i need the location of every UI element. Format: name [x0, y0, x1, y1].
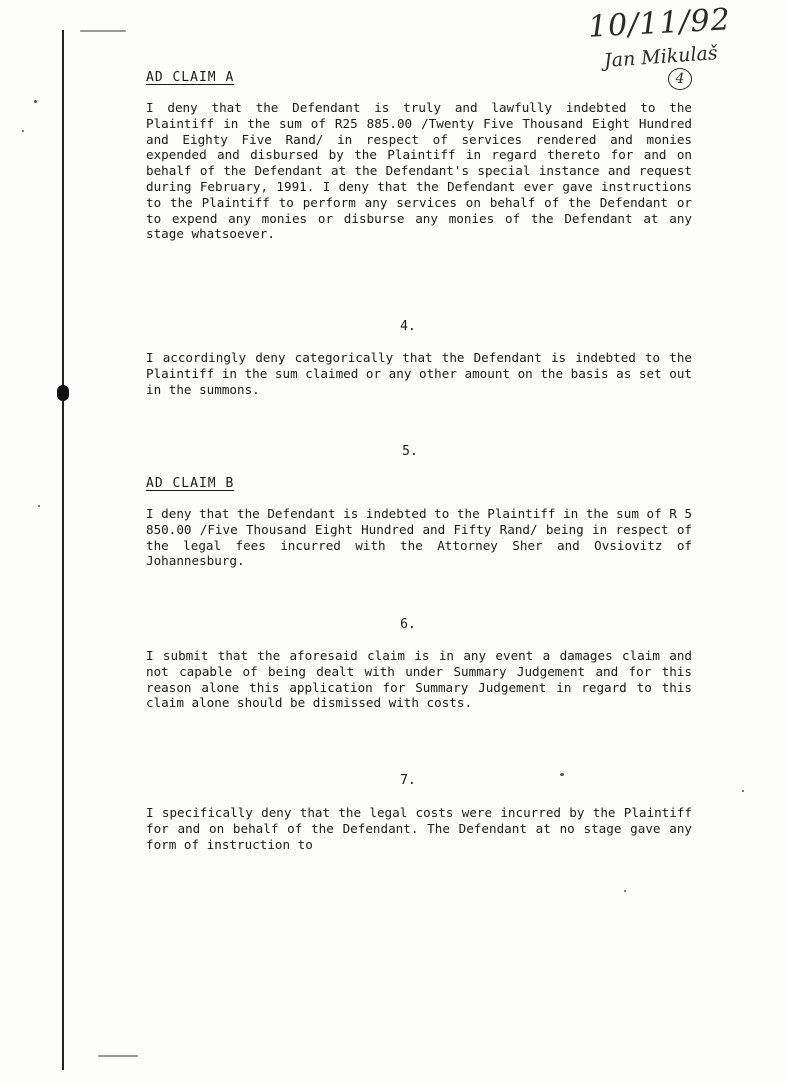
- paragraph-6: I submit that the aforesaid claim is in any event a damages claim and not capable of being dealt with under Summary Judgement and for this reason alone this application for Summary Judgement in regard to this claim alone should be dismissed with costs.: [146, 648, 692, 711]
- paragraph-4: I accordingly deny categorically that the Defendant is indebted to the Plaintiff in the sum claimed or any other amount on the basis as set out in the summons.: [146, 350, 692, 397]
- claim-a-paragraph: I deny that the Defendant is truly and lawfully indebted to the Plaintiff in the sum of R25 885.00 /Twenty Five Thousand Eight Hundred and Eighty Five Rand/ in respect of services rendered and monies expended and disbursed by the Plaintiff in regard thereto for and on behalf of the Defendant at the Defendant's special instance and request during February, 1991. I deny that the Defendant ever gave instructions to the Plaintiff to perform any services on behalf of the Defendant or to expend any monies or disburse any monies of the Defendant at any stage whatsoever.: [146, 100, 692, 242]
- claim-a-heading: AD CLAIM A: [146, 70, 235, 85]
- paragraph-number-4: 4.: [400, 319, 416, 334]
- scan-speck: [742, 790, 744, 792]
- scan-smudge: [98, 1055, 138, 1057]
- scan-speck: [560, 773, 564, 776]
- handwritten-date: 10/11/92: [587, 2, 732, 45]
- handwritten-name: Jan Mikulaš: [603, 42, 719, 72]
- paragraph-number-5: 5.: [402, 444, 418, 459]
- scan-speck: [34, 100, 37, 103]
- margin-line: [62, 30, 64, 1070]
- paragraph-7: I specifically deny that the legal costs were incurred by the Plaintiff for and on behalf of the Defendant. The Defendant at no stage gave any form of instruction to: [146, 805, 692, 852]
- paragraph-number-6: 6.: [400, 617, 416, 632]
- punch-hole: [57, 385, 69, 401]
- claim-b-paragraph: I deny that the Defendant is indebted to the Plaintiff in the sum of R 5 850.00 /Five Thousand Eight Hundred and Fifty Rand/ being in respect of the legal fees incurred with the Attorney Sher and Ovsiovitz of Johannesburg.: [146, 506, 692, 569]
- scan-speck: [624, 890, 626, 892]
- scan-speck: [22, 130, 24, 132]
- paragraph-number-7: 7.: [400, 773, 416, 788]
- scan-speck: [38, 505, 40, 507]
- claim-b-heading: AD CLAIM B: [146, 476, 235, 491]
- handwritten-page-number: 4: [668, 68, 692, 90]
- scan-smudge: [80, 30, 126, 32]
